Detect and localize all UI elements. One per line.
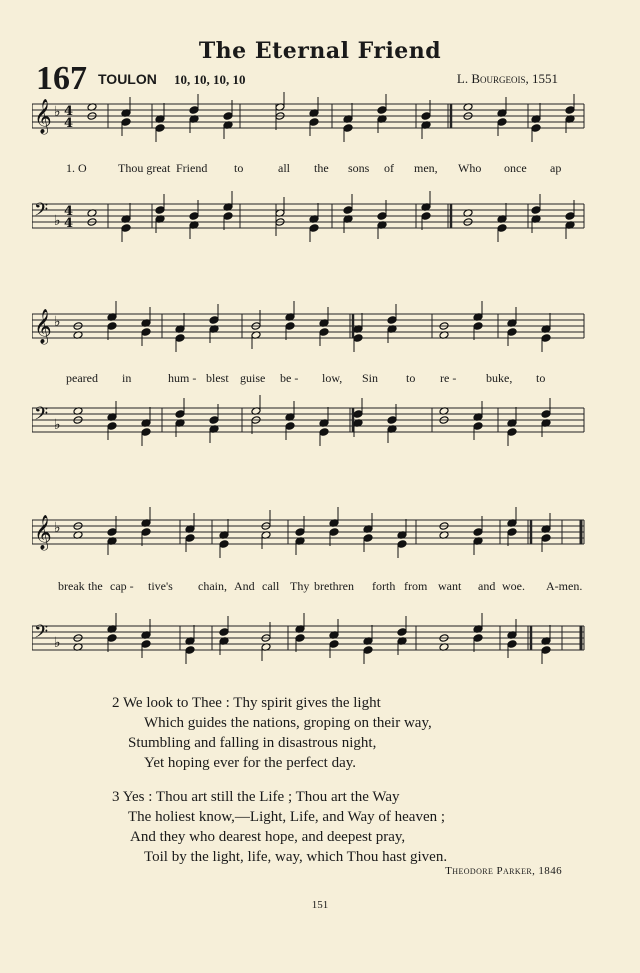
bass-clef-icon: 𝄢 (34, 200, 49, 225)
note-head (473, 322, 483, 331)
lyric-syllable: re - (440, 371, 457, 385)
lyric-syllable: chain, (198, 579, 227, 593)
note-head (421, 212, 431, 221)
note-head (219, 540, 229, 549)
lyric-syllable: all (278, 161, 290, 175)
flat-icon: ♭ (54, 104, 61, 120)
verse-line: 3 Yes : Thou art still the Life ; Thou art the Way (112, 789, 400, 805)
note-head (387, 316, 397, 325)
note-head (189, 212, 199, 221)
verse-line: Which guides the nations, groping on their way, (144, 715, 432, 731)
lyric-syllable: once (504, 161, 527, 175)
bass-clef-icon: 𝄢 (34, 622, 49, 647)
lyric-syllable: the (88, 579, 103, 593)
flat-icon: ♭ (54, 213, 61, 229)
verse-line: 2 We look to Thee : Thy spirit gives the light (112, 695, 381, 711)
time-signature: 4 (64, 204, 74, 219)
note-head (309, 224, 319, 233)
note-head (377, 106, 387, 115)
note-head (209, 316, 219, 325)
note-head (155, 206, 165, 215)
note-head (185, 534, 195, 543)
lyric-syllable: Thou great (118, 161, 171, 175)
lyric-syllable: to (406, 371, 416, 385)
note-head (295, 528, 305, 537)
lyric-syllable: ap (550, 161, 562, 175)
time-signature: 4 (64, 104, 74, 119)
note-head (175, 334, 185, 343)
lyric-syllable: and (478, 579, 496, 593)
verse-line: The holiest know,—Light, Life, and Way of heaven ; (128, 809, 446, 825)
note-head (497, 224, 507, 233)
hymn-number: 167 (36, 60, 87, 97)
note-head (531, 124, 541, 133)
note-head (565, 106, 575, 115)
note-head (497, 118, 507, 127)
tune-name: TOULON (98, 71, 157, 87)
note-head (507, 528, 517, 537)
lyric-syllable: Who (458, 161, 482, 175)
note-head (377, 212, 387, 221)
lyric-syllable: of (384, 161, 394, 175)
note-head (295, 634, 305, 643)
flat-icon: ♭ (54, 635, 61, 651)
note-head (507, 328, 517, 337)
note-head (473, 634, 483, 643)
note-head (309, 118, 319, 127)
lyric-syllable: to (536, 371, 546, 385)
note-head (141, 428, 151, 437)
note-head (185, 646, 195, 655)
note-head (541, 334, 551, 343)
note-head (329, 528, 339, 537)
lyric-syllable: to (234, 161, 244, 175)
lyricist: Theodore Parker, 1846 (445, 865, 562, 877)
lyric-syllable: men, (414, 161, 438, 175)
lyric-syllable: buke, (486, 371, 513, 385)
lyric-syllable: in (122, 371, 132, 385)
lyric-syllable: Sin (362, 371, 379, 385)
lyric-syllable: the (314, 161, 329, 175)
note-head (175, 410, 185, 419)
flat-icon: ♭ (54, 417, 61, 433)
lyric-syllable: A-men. (546, 579, 583, 593)
bass-clef-icon: 𝄢 (34, 404, 49, 429)
note-head (285, 422, 295, 431)
lyric-syllable: from (404, 579, 428, 593)
note-head (121, 118, 131, 127)
verse-line: Stumbling and falling in disastrous night, (128, 735, 377, 751)
flat-icon: ♭ (54, 520, 61, 536)
note-head (107, 422, 117, 431)
meter: 10, 10, 10, 10 (174, 72, 246, 87)
lyric-syllable: peared (66, 371, 98, 385)
verse-line: And they who dearest hope, and deepest pray, (130, 829, 406, 845)
lyric-syllable: blest (206, 371, 229, 385)
note-head (507, 640, 517, 649)
lyric-syllable: Thy (290, 579, 310, 593)
verse-3 (112, 787, 447, 867)
lyric-syllable: brethren (314, 579, 354, 593)
note-head (565, 212, 575, 221)
lyric-syllable: be - (280, 371, 299, 385)
composer: L. Bourgeois, 1551 (456, 71, 558, 86)
verse-line: Toil by the light, life, way, which Thou hast given. (144, 849, 448, 865)
note-head (541, 534, 551, 543)
note-head (343, 124, 353, 133)
note-head (387, 416, 397, 425)
note-head (223, 112, 233, 121)
flat-icon: ♭ (54, 314, 61, 330)
note-head (473, 528, 483, 537)
lyric-syllable: guise (240, 371, 266, 385)
note-head (353, 410, 363, 419)
lyric-syllable: sons (348, 161, 370, 175)
lyric-syllable: woe. (502, 579, 525, 593)
note-head (107, 528, 117, 537)
note-head (363, 534, 373, 543)
note-head (209, 416, 219, 425)
note-head (397, 628, 407, 637)
note-head (285, 322, 295, 331)
note-head (107, 322, 117, 331)
note-head (421, 112, 431, 121)
note-head (507, 428, 517, 437)
note-head (319, 428, 329, 437)
treble-clef-icon: 𝄞 (34, 99, 52, 134)
note-head (343, 206, 353, 215)
note-head (155, 124, 165, 133)
time-signature: 4 (64, 116, 74, 131)
time-signature: 4 (64, 216, 74, 231)
note-head (541, 646, 551, 655)
note-head (189, 106, 199, 115)
lyric-syllable: call (262, 579, 280, 593)
note-head (223, 212, 233, 221)
note-head (397, 540, 407, 549)
note-head (531, 206, 541, 215)
treble-clef-icon: 𝄞 (34, 309, 52, 344)
note-head (107, 634, 117, 643)
note-head (473, 422, 483, 431)
lyric-syllable: 1. O (66, 161, 87, 175)
lyric-syllable: And (234, 579, 255, 593)
note-head (541, 410, 551, 419)
lyric-syllable: cap - (110, 579, 134, 593)
verse-line: Yet hoping ever for the perfect day. (144, 755, 357, 771)
note-head (329, 640, 339, 649)
note-head (141, 528, 151, 537)
page-number: 151 (311, 899, 329, 911)
lyric-syllable: want (438, 579, 462, 593)
verse-2 (112, 693, 432, 773)
note-head (363, 646, 373, 655)
hymn-title: The Eternal Friend (198, 38, 442, 64)
lyric-syllable: hum - (168, 371, 197, 385)
lyric-syllable: tive's (148, 579, 173, 593)
note-head (141, 328, 151, 337)
note-head (141, 640, 151, 649)
lyric-syllable: Friend (176, 161, 208, 175)
lyric-syllable: low, (322, 371, 343, 385)
note-head (121, 224, 131, 233)
note-head (319, 328, 329, 337)
lyric-syllable: break (58, 579, 85, 593)
note-head (353, 334, 363, 343)
treble-clef-icon: 𝄞 (34, 515, 52, 550)
lyric-syllable: forth (372, 579, 396, 593)
note-head (219, 628, 229, 637)
